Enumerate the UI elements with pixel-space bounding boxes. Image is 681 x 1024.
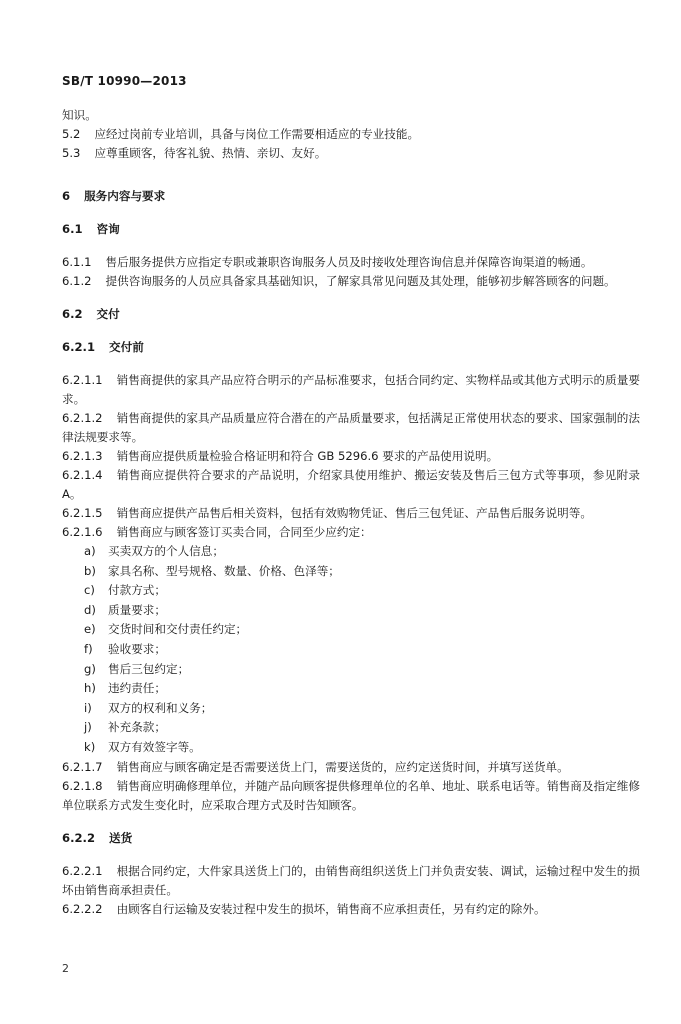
list-item-text: 违约责任；: [108, 681, 166, 696]
clause-text: 应尊重顾客，待客礼貌、热情、亲切、友好。: [94, 146, 327, 160]
clause-text: 销售商应与顾客签订买卖合同，合同至少应约定：: [116, 525, 372, 539]
clause-number: 6.2.1.3: [62, 449, 103, 463]
clause-6-1-2: [62, 272, 640, 291]
list-item: [84, 738, 640, 758]
clause-number: 6.2.1.2: [62, 411, 103, 425]
list-item-text: 交货时间和交付责任约定；: [108, 622, 248, 637]
clause-6-2-1-5: [62, 504, 640, 523]
clause-text: 售后服务提供方应指定专职或兼职咨询服务人员及时接收处理咨询信息并保障咨询渠道的畅通。: [105, 255, 593, 269]
list-item-text: 质量要求；: [108, 602, 166, 617]
list-item: [84, 601, 640, 621]
clause-number: 6.2.1.1: [62, 373, 103, 387]
standard-code: SB/T 10990—2013: [62, 74, 187, 88]
list-item: [84, 581, 640, 601]
clause-6-2-2-1: [62, 862, 640, 900]
list-item: [84, 620, 640, 640]
section-number: 6.1: [62, 222, 83, 236]
list-item: [84, 542, 640, 562]
document-body: [62, 106, 640, 919]
clause-number: 6.2.1.5: [62, 506, 103, 520]
clause-number: 6.2.2.1: [62, 863, 103, 878]
clause-text: 提供咨询服务的人员应具备家具基础知识，了解家具常见问题及其处理，能够初步解答顾客的问题。: [105, 274, 616, 288]
list-item-label: f): [84, 641, 93, 656]
clause-6-2-1-1: [62, 371, 640, 409]
clause-6-2-2-2: [62, 900, 640, 919]
section-title: 交付前: [109, 340, 144, 354]
list-item-text: 双方的权利和义务；: [108, 700, 213, 715]
list-item-label: c): [84, 583, 95, 598]
clause-number: 6.2.1.7: [62, 759, 103, 774]
list-item-text: 双方有效签字等。: [108, 739, 201, 754]
clause-number: 6.2.1.6: [62, 525, 103, 539]
clause-number: 5.3: [62, 146, 81, 160]
clause-text: 销售商应提供符合要求的产品说明，介绍家具使用维护、搬运安装及售后三包方式等事项，参见附录 A。: [62, 468, 640, 501]
clause-6-2-1-6: [62, 523, 640, 542]
clause-6-2-1-2: [62, 409, 640, 447]
clause-text: 销售商应明确修理单位，并随产品向顾客提供修理单位的名单、地址、联系电话等。销售商及指定维修单位联系方式发生变化时，应采取合理方式及时告知顾客。: [62, 778, 640, 812]
clause-text: 销售商提供的家具产品应符合明示的产品标准要求，包括合同约定、实物样品或其他方式明示的质量要求。: [62, 373, 640, 406]
clause-5-2: [62, 125, 640, 144]
contract-requirements-list: [62, 542, 640, 758]
clause-6-2-1-7: [62, 758, 640, 777]
clause-text: 根据合同约定，大件家具送货上门的，由销售商组织送货上门并负责安装、调试，运输过程中发生的损坏由销售商承担责任。: [62, 863, 640, 897]
clause-text: 销售商应提供质量检验合格证明和符合 GB 5296.6 要求的产品使用说明。: [116, 449, 499, 463]
list-item: [84, 660, 640, 680]
list-item-label: d): [84, 602, 96, 617]
clause-number: 6.1.1: [62, 255, 92, 269]
list-item-label: a): [84, 544, 96, 558]
list-item-text: 付款方式；: [108, 583, 166, 598]
list-item-label: e): [84, 622, 96, 637]
clause-text: 销售商应提供产品售后相关资料，包括有效购物凭证、售后三包凭证、产品售后服务说明等。: [116, 506, 592, 520]
list-item: [84, 718, 640, 738]
list-item-label: h): [84, 681, 96, 696]
list-item: [84, 699, 640, 719]
section-title: 送货: [109, 830, 133, 845]
section-6-2-1-heading: [62, 338, 640, 357]
section-number: 6.2.2: [62, 830, 96, 845]
section-6-2-2-heading: [62, 829, 640, 848]
list-item-text: 验收要求；: [108, 641, 166, 656]
clause-number: 5.2: [62, 127, 81, 141]
section-number: 6: [62, 189, 71, 203]
list-item-text: 家具名称、型号规格、数量、价格、色泽等；: [108, 563, 340, 578]
clause-number: 6.2.2.2: [62, 901, 103, 916]
list-item-label: i): [84, 700, 92, 715]
clause-6-2-1-4: [62, 466, 640, 504]
clause-6-1-1: [62, 253, 640, 272]
list-item: [84, 679, 640, 699]
list-item-label: k): [84, 739, 96, 754]
clause-text: 应经过岗前专业培训，具备与岗位工作需要相适应的专业技能。: [94, 127, 420, 141]
section-6-1-heading: [62, 220, 640, 239]
clause-number: 6.2.1.8: [62, 778, 103, 793]
list-item-label: b): [84, 563, 96, 578]
continued-text: 知识。: [62, 108, 97, 122]
section-title: 服务内容与要求: [84, 189, 166, 203]
clause-text: 销售商应与顾客确定是否需要送货上门，需要送货的，应约定送货时间，并填写送货单。: [116, 759, 569, 774]
clause-text: 销售商提供的家具产品质量应符合潜在的产品质量要求，包括满足正常使用状态的要求、国家强制的法律法规要求等。: [62, 411, 640, 444]
section-title: 咨询: [96, 222, 120, 236]
section-number: 6.2: [62, 307, 83, 321]
section-title: 交付: [96, 307, 120, 321]
list-item-text: 买卖双方的个人信息；: [108, 544, 224, 558]
section-number: 6.2.1: [62, 340, 96, 354]
list-item-label: j): [84, 720, 92, 735]
clause-text: 由顾客自行运输及安装过程中发生的损坏，销售商不应承担责任，另有约定的除外。: [116, 901, 546, 916]
clause-number: 6.2.1.4: [62, 468, 103, 482]
clause-6-2-1-3: [62, 447, 640, 466]
list-item-text: 售后三包约定；: [108, 661, 190, 676]
clause-6-2-1-8: [62, 777, 640, 815]
list-item-text: 补充条款；: [108, 720, 166, 735]
list-item-label: g): [84, 661, 96, 676]
clause-number: 6.1.2: [62, 274, 92, 288]
list-item: [84, 562, 640, 582]
clause-5-3: [62, 144, 640, 163]
section-6-2-heading: [62, 305, 640, 324]
page-number: 2: [62, 962, 69, 975]
section-6-heading: [62, 187, 640, 206]
list-item: [84, 640, 640, 660]
